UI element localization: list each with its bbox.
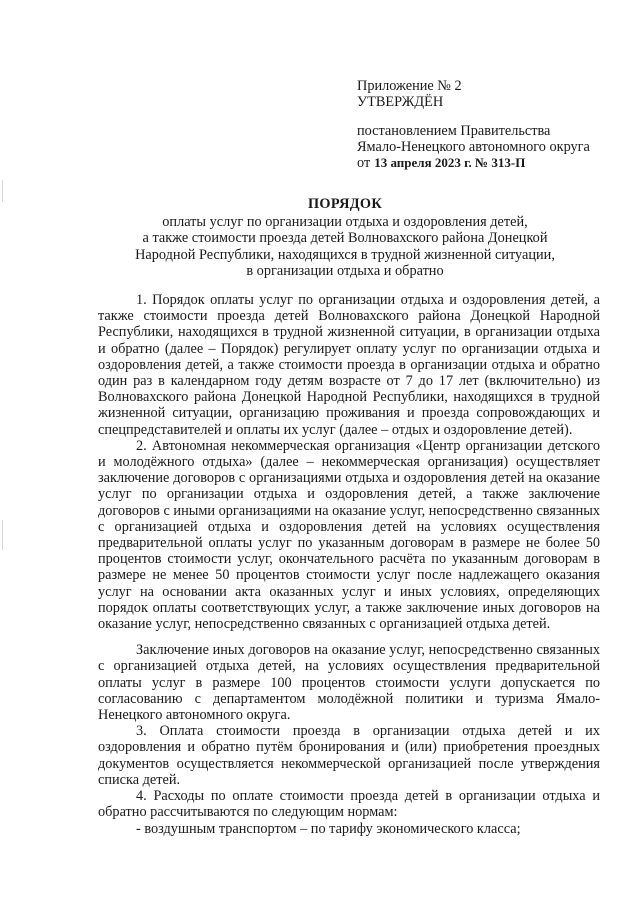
paragraph: 3. Оплата стоимости проезда в организации отдыха детей и их оздоровления и обратно путём бронирования и (или) приобретения проездных документов осуществляется некоммерческой организацией после утверждения списка детей. [98,723,600,788]
title-heading: ПОРЯДОК [307,196,382,212]
paragraph: - воздушным транспортом – по тарифу экономического класса; [136,820,521,837]
paragraph: 4. Расходы по оплате стоимости проезда детей в организации отдыха и обратно рассчитываются по следующим нормам: [98,788,600,821]
subtitle-line: оплаты услуг по организации отдыха и оздоровления детей, [162,214,528,231]
date-value: 13 апреля 2023 г. № 313-П [374,155,526,170]
decree-line: Ямало-Ненецкого автономного округа [357,139,590,155]
approval-header [357,78,590,171]
document-body [98,292,600,837]
appendix-label: Приложение № 2 [357,78,462,94]
subtitle-line: а также стоимости проезда детей Волновахского района Донецкой [142,230,548,247]
subtitle-line: в организации отдыха и обратно [246,262,444,279]
document-title [110,196,580,279]
decree-line: постановлением Правительства [357,123,551,139]
paragraph: 1. Порядок оплаты услуг по организации отдыха и оздоровления детей, а также стоимости проезда детей Волновахского района Донецкой Народной Республики, находящихся в трудной жизненной ситуации, в организации отдыха и обратно (далее – Порядок) регулирует оплату услуг по организации отдыха и оздоровления детей, а также стоимости проезда в организации отдыха и обратно один раз в календарном году детям возрасте от 7 до 17 лет (включительно) из Волновахского района Донецкой Народной Республики, находящихся в трудной жизненной ситуации, организацию проживания и проезда сопровождающих и спецпредставителей и оплаты их услуг (далее – отдых и оздоровление детей). [98,292,600,438]
date-prefix: от [357,155,371,171]
scan-edge-mark [2,520,3,550]
scan-edge-mark [2,180,3,202]
paragraph: Заключение иных договоров на оказание услуг, непосредственно связанных с организацией отдыха детей, на условиях осуществления предварительной оплаты услуг в размере 100 процентов стоимости услуги допускается по согласованию с департаментом молодёжной политики и туризма Ямало-Ненецкого автономного округа. [98,642,600,724]
approved-label: УТВЕРЖДЁН [357,94,444,110]
paragraph: 2. Автономная некоммерческая организация «Центр организации детского и молодёжного отдыха» (далее – некоммерческая организация) осуществляет заключение договоров с организациями отдыха и оздоровления детей на оказание услуг по организации отдыха и оздоровления детей, а также заключение договоров с иными организациями на оказание услуг, непосредственно связанных с организацией отдыха и оздоровления детей на условиях осуществления предварительной оплаты услуг по указанным договорам в размере не более 50 процентов стоимости услуг, окончательного расчёта по указанным договорам в размере не менее 50 процентов стоимости услуг после надлежащего оказания услуг на основании акта оказанных услуг и иных условиях, определяющих порядок оплаты соответствующих услуг, а также заключение иных договоров на оказание услуг, непосредственно связанных с организацией отдыха детей. [98,437,600,633]
decree-date [357,155,590,171]
subtitle-line: Народной Республики, находящихся в трудной жизненной ситуации, [135,246,555,263]
